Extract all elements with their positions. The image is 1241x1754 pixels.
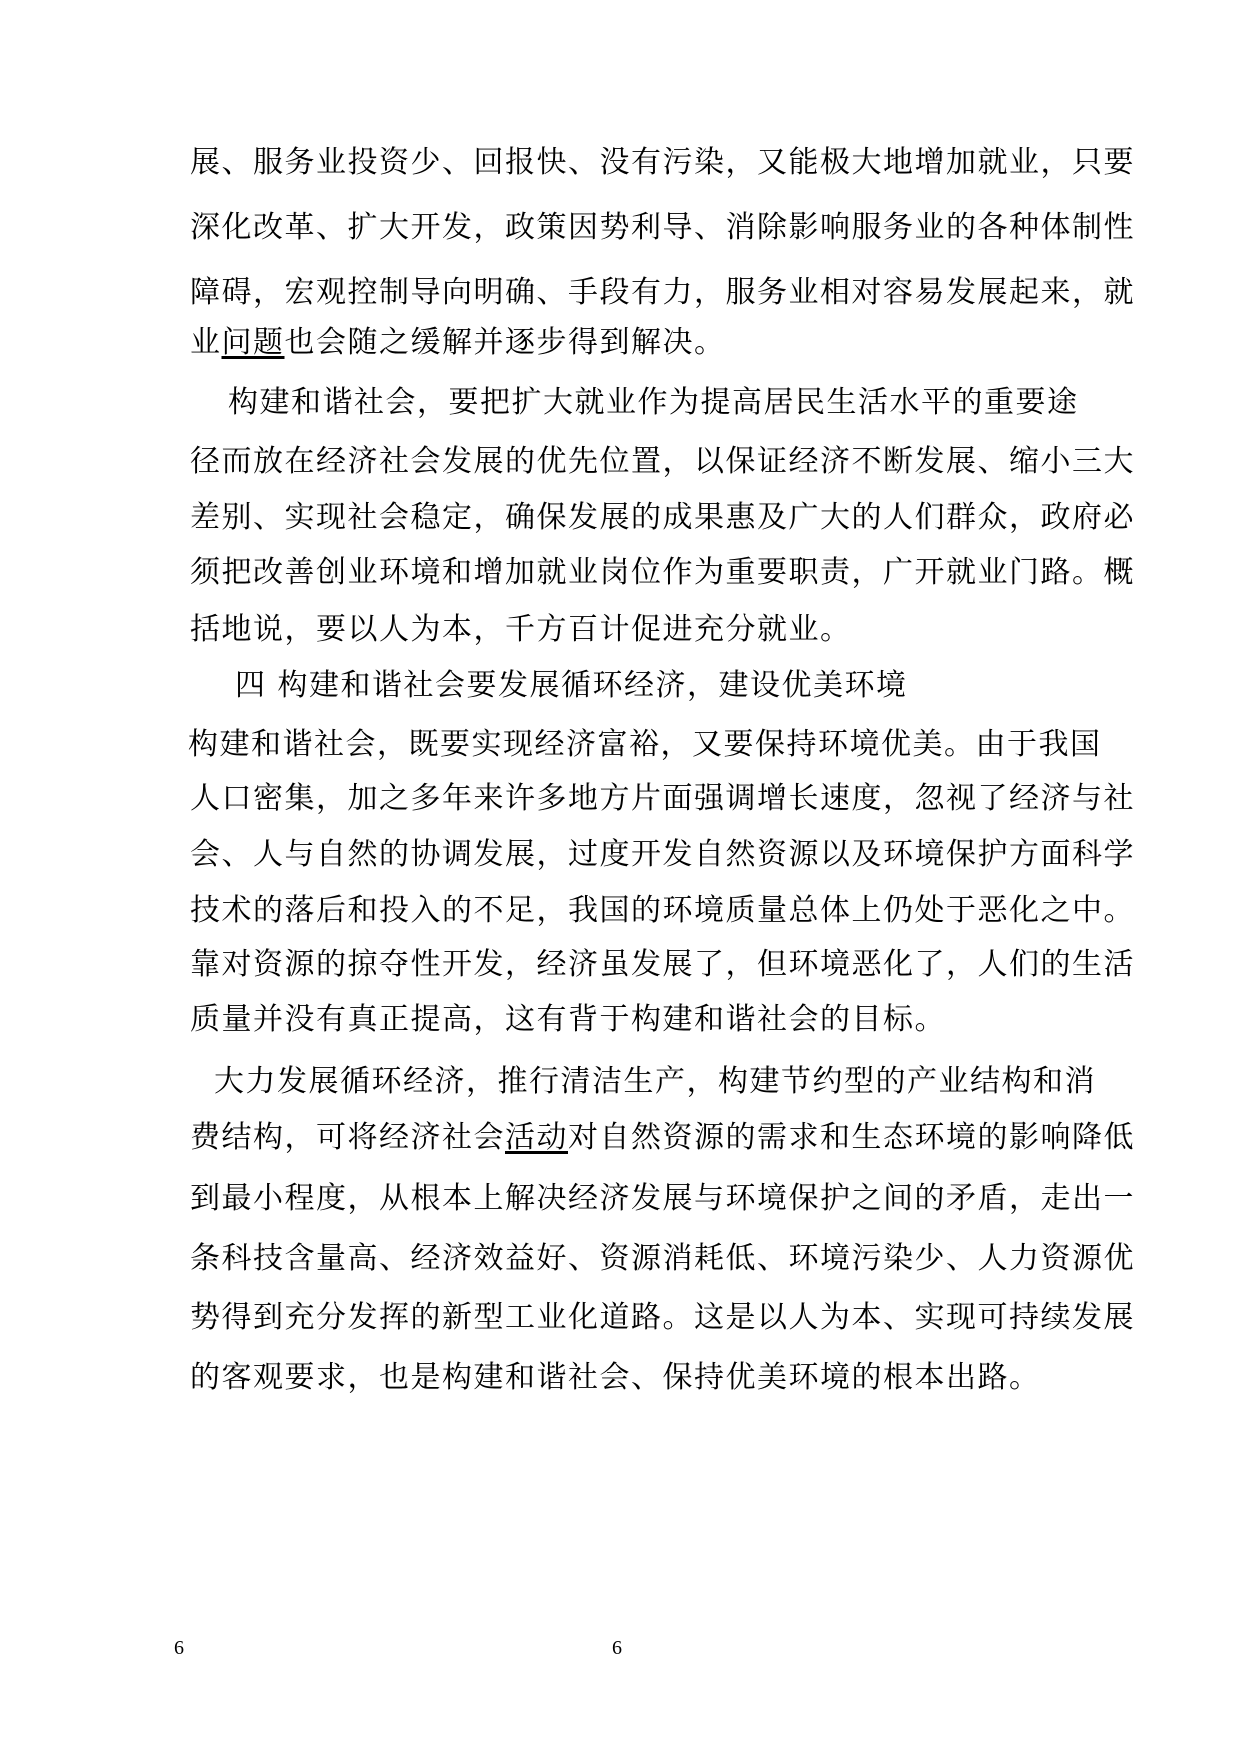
text-line: 势得到充分发挥的新型工业化道路。这是以人为本、实现可持续发展 — [190, 1300, 1135, 1335]
text-fragment: 对自然资源的需求和生态环境的影响降低 — [568, 1120, 1135, 1155]
text-line: 的客观要求，也是构建和谐社会、保持优美环境的根本出路。 — [190, 1360, 1041, 1395]
page-number-left: 6 — [174, 1637, 184, 1659]
text-line: 会、人与自然的协调发展，过度开发自然资源以及环境保护方面科学 — [190, 837, 1135, 872]
text-line: 深化改革、扩大开发，政策因势利导、消除影响服务业的各种体制性 — [190, 210, 1135, 245]
text-fragment: 也会随之缓解并逐步得到解决。 — [284, 325, 726, 360]
text-line: 径而放在经济社会发展的优先位置，以保证经济不断发展、缩小三大 — [190, 444, 1135, 479]
text-line: 靠对资源的掠夺性开发，经济虽发展了，但环境恶化了，人们的生活 — [190, 947, 1135, 982]
paragraph-first-line: 构建和谐社会，要把扩大就业作为提高居民生活水平的重要途 — [228, 385, 1079, 420]
paragraph-first-line: 构建和谐社会，既要实现经济富裕，又要保持环境优美。由于我国 — [188, 727, 1102, 762]
text-line: 障碍，宏观控制导向明确、手段有力，服务业相对容易发展起来，就 — [190, 275, 1135, 310]
section-heading: 四 构建和谐社会要发展循环经济，建设优美环境 — [235, 668, 908, 703]
text-line: 括地说，要以人为本，千方百计促进充分就业。 — [190, 612, 852, 647]
text-line: 到最小程度，从根本上解决经济发展与环境保护之间的矛盾，走出一 — [190, 1181, 1135, 1216]
underlined-link-huodong[interactable]: 活动 — [505, 1120, 568, 1155]
text-fragment: 业 — [190, 325, 222, 360]
text-line: 展、服务业投资少、回报快、没有污染，又能极大地增加就业，只要 — [190, 145, 1135, 180]
text-line: 质量并没有真正提高，这有背于构建和谐社会的目标。 — [190, 1002, 946, 1037]
text-line: 技术的落后和投入的不足，我国的环境质量总体上仍处于恶化之中。 — [190, 893, 1135, 928]
underlined-link-wenti[interactable]: 问题 — [221, 325, 285, 360]
text-fragment: 费结构，可将经济社会 — [190, 1120, 505, 1155]
text-line: 人口密集，加之多年来许多地方片面强调增长速度，忽视了经济与社 — [190, 781, 1135, 816]
paragraph-first-line: 大力发展循环经济，推行清洁生产，构建节约型的产业结构和消 — [214, 1064, 1096, 1099]
text-line — [190, 1116, 1135, 1160]
text-line — [190, 321, 1070, 365]
text-line: 条科技含量高、经济效益好、资源消耗低、环境污染少、人力资源优 — [190, 1241, 1135, 1276]
text-line: 差别、实现社会稳定，确保发展的成果惠及广大的人们群众，政府必 — [190, 500, 1135, 535]
page-number-center: 6 — [612, 1637, 622, 1659]
text-line: 须把改善创业环境和增加就业岗位作为重要职责，广开就业门路。概 — [190, 555, 1135, 590]
